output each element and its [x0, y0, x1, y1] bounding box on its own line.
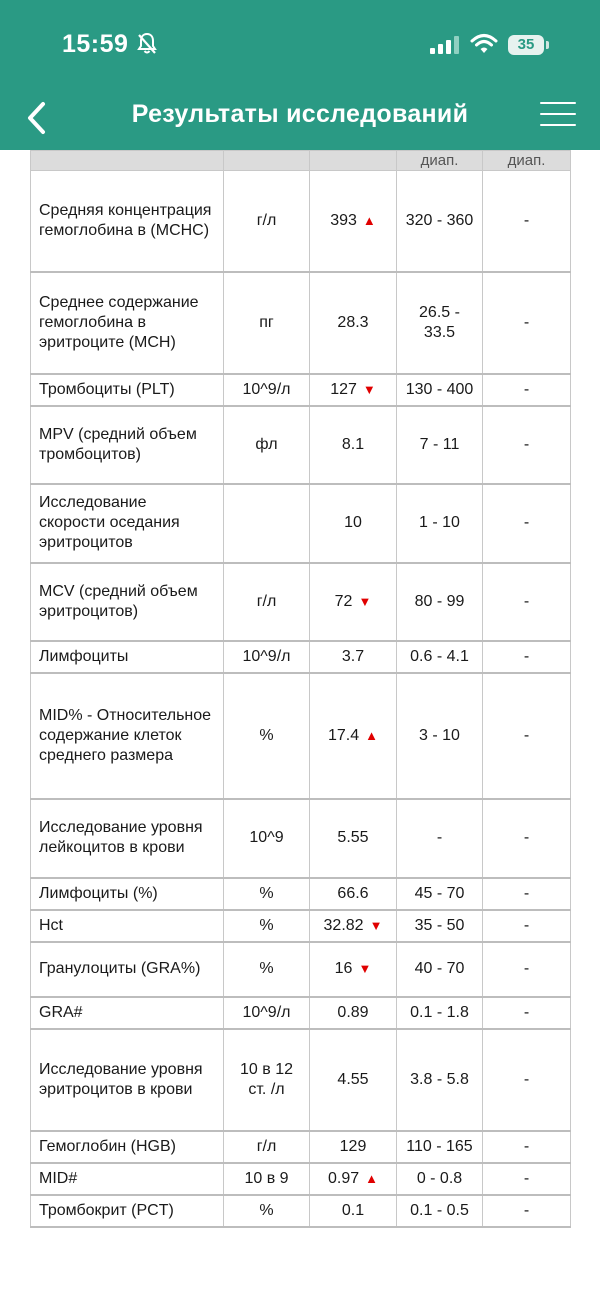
reference-range-cell: 35 - 50	[397, 910, 483, 942]
test-name-cell: MCV (средний объем эритроцитов)	[31, 563, 224, 641]
unit-cell: пг	[224, 272, 310, 374]
result-value: 3.7	[341, 647, 365, 665]
table-row	[31, 1195, 571, 1227]
extra-range-cell: -	[483, 942, 571, 997]
value-cell	[310, 406, 397, 484]
extra-range-cell: -	[483, 910, 571, 942]
battery-tip	[546, 41, 549, 49]
table-row	[31, 374, 571, 406]
page-title: Результаты исследований	[131, 100, 469, 128]
table-row	[31, 942, 571, 997]
header-cell	[224, 151, 310, 171]
reference-range-cell: 26.5 - 33.5	[397, 272, 483, 374]
extra-range-cell: -	[483, 1029, 571, 1131]
extra-range-cell: -	[483, 673, 571, 799]
value-cell	[310, 997, 397, 1029]
extra-range-cell: -	[483, 374, 571, 406]
result-value: 0.97	[327, 1169, 360, 1187]
reference-range-cell: 7 - 11	[397, 406, 483, 484]
extra-range-cell: -	[483, 563, 571, 641]
reference-range-cell: 0 - 0.8	[397, 1163, 483, 1195]
table-row	[31, 1131, 571, 1163]
reference-range-cell: 0.1 - 1.8	[397, 997, 483, 1029]
result-value: 0.1	[341, 1201, 365, 1219]
test-name-cell: Тромбоциты (PLT)	[31, 374, 224, 406]
results-table-container	[30, 150, 570, 1228]
results-table	[30, 150, 571, 1228]
table-row	[31, 910, 571, 942]
unit-cell: %	[224, 878, 310, 910]
reference-range-cell: 130 - 400	[397, 374, 483, 406]
value-cell	[310, 799, 397, 878]
table-row	[31, 406, 571, 484]
unit-cell: г/л	[224, 563, 310, 641]
result-value: 127	[330, 380, 357, 398]
extra-range-cell: -	[483, 406, 571, 484]
value-cell	[310, 563, 397, 641]
reference-range-cell: 3 - 10	[397, 673, 483, 799]
value-cell	[310, 1195, 397, 1227]
unit-cell: 10^9/л	[224, 641, 310, 673]
battery-indicator: 35	[508, 35, 544, 55]
extra-range-cell: -	[483, 997, 571, 1029]
test-name-cell: Средняя концентрация гемоглобина в (MCHC)	[31, 171, 224, 272]
unit-cell: г/л	[224, 1131, 310, 1163]
result-value: 17.4	[327, 726, 360, 744]
table-row	[31, 878, 571, 910]
test-name-cell: Лимфоциты	[31, 641, 224, 673]
table-row	[31, 673, 571, 799]
test-name-cell: Тромбокрит (PCT)	[31, 1195, 224, 1227]
test-name-cell: Гранулоциты (GRA%)	[31, 942, 224, 997]
header-cell: диап.	[397, 151, 483, 171]
reference-range-cell: 0.6 - 4.1	[397, 641, 483, 673]
table-header-row	[31, 151, 571, 171]
value-cell	[310, 374, 397, 406]
result-value: 32.82	[323, 916, 364, 934]
test-name-cell: GRA#	[31, 997, 224, 1029]
status-time: 15:59	[62, 30, 129, 58]
reference-range-cell: 110 - 165	[397, 1131, 483, 1163]
table-row	[31, 1029, 571, 1131]
test-name-cell: Лимфоциты (%)	[31, 878, 224, 910]
table-row	[31, 563, 571, 641]
result-value: 5.55	[337, 829, 369, 846]
value-cell	[310, 641, 397, 673]
result-value: 129	[339, 1137, 367, 1155]
header-cell: диап.	[483, 151, 571, 171]
test-name-cell: MID#	[31, 1163, 224, 1195]
test-name-cell: MPV (средний объем тромбоцитов)	[31, 406, 224, 484]
extra-range-cell: -	[483, 641, 571, 673]
reference-range-cell: 1 - 10	[397, 484, 483, 563]
extra-range-cell: -	[483, 878, 571, 910]
test-name-cell: Hct	[31, 910, 224, 942]
value-cell	[310, 673, 397, 799]
unit-cell: г/л	[224, 171, 310, 272]
unit-cell: %	[224, 942, 310, 997]
cellular-signal-icon	[430, 35, 460, 60]
unit-cell: %	[224, 673, 310, 799]
arrow-up-icon: ▲	[362, 212, 376, 228]
reference-range-cell: 80 - 99	[397, 563, 483, 641]
arrow-up-icon: ▲	[365, 1170, 378, 1186]
result-value: 393	[330, 211, 357, 229]
result-value: 66.6	[337, 884, 369, 902]
value-cell	[310, 942, 397, 997]
table-row	[31, 171, 571, 272]
table-row	[31, 484, 571, 563]
unit-cell: 10^9	[224, 799, 310, 878]
arrow-up-icon: ▲	[365, 727, 378, 743]
arrow-down-icon: ▼	[358, 593, 372, 609]
header-cell	[310, 151, 397, 171]
value-cell	[310, 1131, 397, 1163]
value-cell	[310, 484, 397, 563]
status-bar	[0, 0, 600, 90]
header-cell	[31, 151, 224, 171]
unit-cell: 10^9/л	[224, 374, 310, 406]
result-value: 0.89	[337, 1003, 369, 1021]
bell-muted-icon	[136, 32, 158, 61]
table-row	[31, 272, 571, 374]
arrow-down-icon: ▼	[362, 381, 376, 397]
value-cell	[310, 910, 397, 942]
table-row	[31, 641, 571, 673]
unit-cell: 10 в 9	[224, 1163, 310, 1195]
unit-cell	[224, 484, 310, 563]
value-cell	[310, 1029, 397, 1131]
reference-range-cell: 0.1 - 0.5	[397, 1195, 483, 1227]
reference-range-cell: 3.8 - 5.8	[397, 1029, 483, 1131]
extra-range-cell: -	[483, 1163, 571, 1195]
test-name-cell: Исследование уровня эритроцитов в крови	[31, 1029, 224, 1131]
extra-range-cell: -	[483, 171, 571, 272]
value-cell	[310, 171, 397, 272]
unit-cell: %	[224, 910, 310, 942]
result-value: 16	[334, 960, 353, 977]
extra-range-cell: -	[483, 1131, 571, 1163]
table-row	[31, 799, 571, 878]
result-value: 28.3	[337, 313, 369, 331]
reference-range-cell: 45 - 70	[397, 878, 483, 910]
extra-range-cell: -	[483, 484, 571, 563]
value-cell	[310, 272, 397, 374]
reference-range-cell: 40 - 70	[397, 942, 483, 997]
arrow-down-icon: ▼	[369, 917, 383, 933]
result-value: 72	[334, 592, 353, 610]
test-name-cell: MID% - Относительное содержание клеток среднего размера	[31, 673, 224, 799]
test-name-cell: Гемоглобин (HGB)	[31, 1131, 224, 1163]
extra-range-cell: -	[483, 272, 571, 374]
extra-range-cell: -	[483, 799, 571, 878]
table-row	[31, 997, 571, 1029]
result-value: 4.55	[337, 1070, 369, 1088]
result-value: 8.1	[341, 435, 365, 453]
extra-range-cell: -	[483, 1195, 571, 1227]
test-name-cell: Исследование скорости оседания эритроцитов	[31, 484, 224, 563]
arrow-down-icon: ▼	[358, 961, 372, 976]
unit-cell: 10 в 12 ст. /л	[224, 1029, 310, 1131]
value-cell	[310, 1163, 397, 1195]
unit-cell: 10^9/л	[224, 997, 310, 1029]
table-row	[31, 1163, 571, 1195]
wifi-icon	[470, 32, 498, 61]
test-name-cell: Исследование уровня лейкоцитов в крови	[31, 799, 224, 878]
reference-range-cell: -	[397, 799, 483, 878]
result-value: 10	[344, 514, 362, 531]
unit-cell: фл	[224, 406, 310, 484]
reference-range-cell: 320 - 360	[397, 171, 483, 272]
value-cell	[310, 878, 397, 910]
test-name-cell: Среднее содержание гемоглобина в эритроците (MCH)	[31, 272, 224, 374]
hamburger-menu-icon[interactable]	[540, 102, 578, 128]
unit-cell: %	[224, 1195, 310, 1227]
navigation-bar	[0, 90, 600, 150]
